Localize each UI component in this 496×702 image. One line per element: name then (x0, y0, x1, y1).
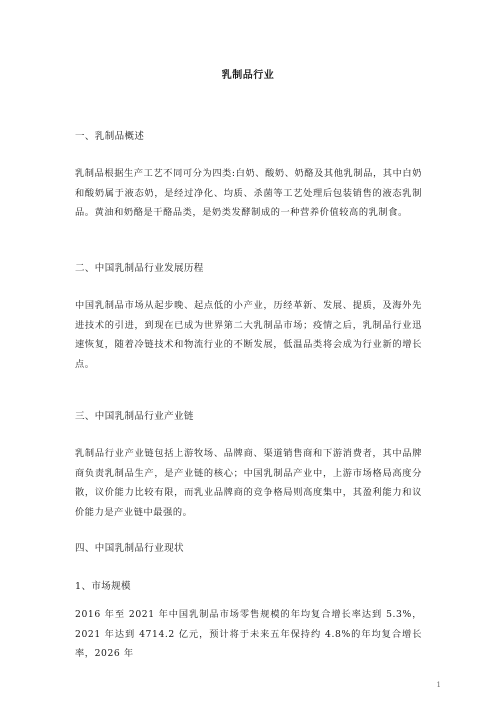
section-heading-industry-chain: 三、中国乳制品行业产业链 (75, 411, 194, 422)
section-paragraph-overview: 乳制品根据生产工艺不同可分为四类:白奶、酸奶、奶酪及其他乳制品，其中白奶和酸奶属于液态奶，是经过净化、均质、杀菌等工艺处理后包装销售的液态乳制品。黄油和奶酪是干酪品类，是奶类发酵制成的一种营养价值较高的乳制食。 (75, 168, 422, 218)
section-paragraph-history: 中国乳制品市场从起步晚、起点低的小产业，历经革新、发展、提质，及海外先进技术的引进，到现在已成为世界第二大乳制品市场；疫情之后，乳制品行业迅速恢复，随着冷链技术和物流行业的不断发展，低温品类将会成为行业新的增长点。 (75, 300, 422, 370)
document-title: 乳制品行业 (221, 70, 275, 81)
page-number: 1 (436, 681, 441, 689)
section-heading-history: 二、中国乳制品行业发展历程 (75, 263, 204, 274)
section-paragraph-market-size: 2016 年至 2021 年中国乳制品市场零售规模的年均复合增长率达到 5.3%，2021 年达到 4714.2 亿元，预计将于未来五年保持约 4.8%的年均复合增长率，2026 年 (75, 609, 422, 659)
section-heading-overview: 一、乳制品概述 (75, 131, 145, 142)
section-paragraph-industry-chain: 乳制品行业产业链包括上游牧场、品牌商、渠道销售商和下游消费者，其中品牌商负责乳制品生产，是产业链的核心；中国乳制品产业中，上游市场格局高度分散，议价能力比较有限，而乳业品牌商的竞争格局则高度集中，其盈利能力和议价能力是产业链中最强的。 (75, 448, 422, 518)
section-heading-current-status: 四、中国乳制品行业现状 (75, 543, 184, 554)
section-heading-market-size: 1、市场规模 (75, 581, 131, 592)
